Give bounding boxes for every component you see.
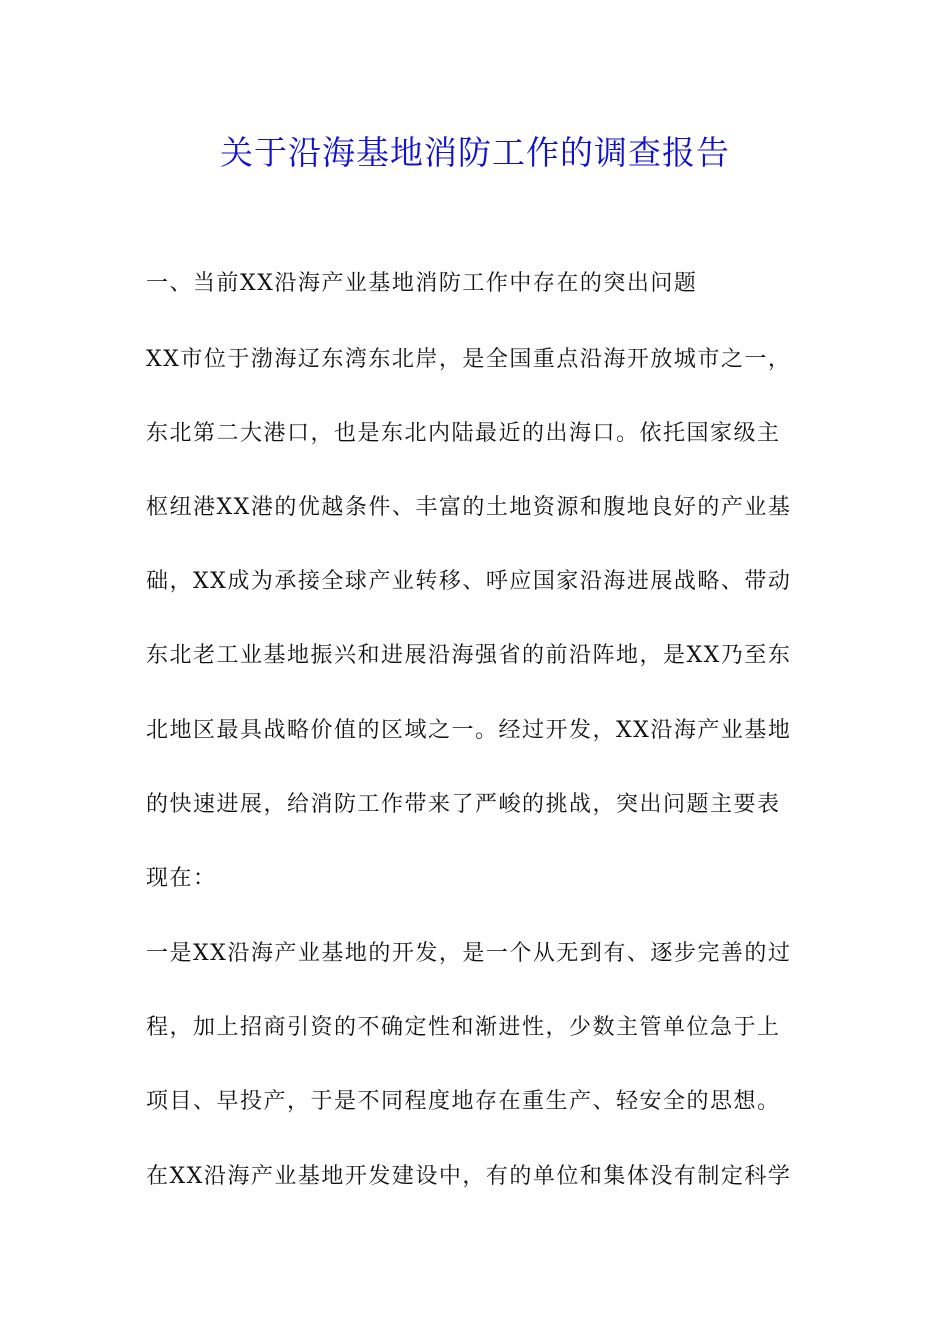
text-line: 东北第二大港口，也是东北内陆最近的出海口。依托国家级主	[146, 421, 781, 446]
text-line: 础，XX成为承接全球产业转移、呼应国家沿海进展战略、带动	[146, 569, 792, 594]
text-line: 东北老工业基地振兴和进展沿海强省的前沿阵地，是XX乃至东	[146, 643, 792, 668]
text-line: 在XX沿海产业基地开发建设中，有的单位和集体没有制定科学	[146, 1164, 792, 1189]
text-line: 现在：	[146, 866, 217, 891]
document-title: 关于沿海基地消防工作的调查报告	[220, 133, 730, 172]
text-line: 一是XX沿海产业基地的开发，是一个从无到有、逐步完善的过	[146, 941, 792, 966]
text-line: 程，加上招商引资的不确定性和渐进性，少数主管单位急于上	[146, 1015, 781, 1040]
text-line: 北地区最具战略价值的区域之一。经过开发，XX沿海产业基地	[146, 718, 792, 743]
text-line: 项目、早投产，于是不同程度地存在重生产、轻安全的思想。	[146, 1089, 781, 1114]
text-line: 枢纽港XX港的优越条件、丰富的土地资源和腹地良好的产业基	[146, 495, 792, 520]
text-line-section-heading: 一、当前XX沿海产业基地消防工作中存在的突出问题	[146, 271, 698, 296]
text-line: XX市位于渤海辽东湾东北岸，是全国重点沿海开放城市之一，	[146, 347, 792, 372]
text-line: 的快速进展，给消防工作带来了严峻的挑战，突出问题主要表	[146, 792, 781, 817]
